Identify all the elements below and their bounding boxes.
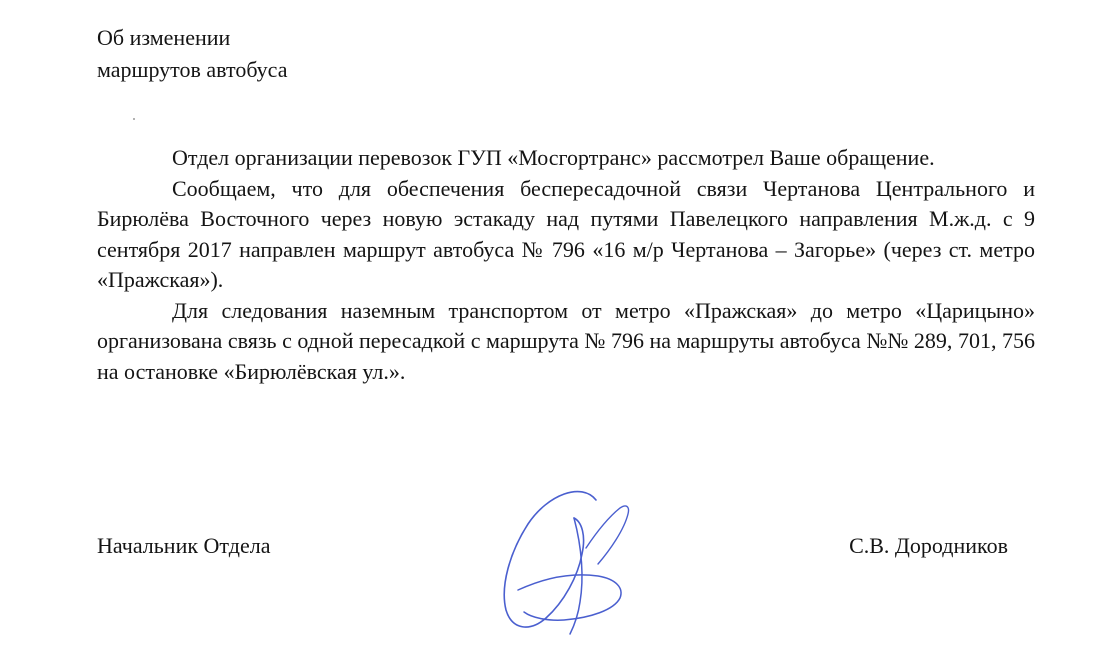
position-title: Начальник Отдела bbox=[97, 533, 271, 558]
paragraph-1: Отдел организации перевозок ГУП «Мосгортранс» рассмотрел Ваше обращение. bbox=[172, 145, 935, 170]
signature-stroke-tail bbox=[586, 506, 629, 564]
signature-stroke-loop bbox=[504, 492, 596, 627]
letter-body bbox=[97, 143, 1035, 387]
signatory-name: С.В. Дородников bbox=[849, 533, 1008, 558]
signature-stroke-sweep bbox=[518, 575, 621, 620]
paragraph-3: Для следования наземным транспортом от метро «Пражская» до метро «Царицыно» организована связь с одной пересадкой с маршрута № 796 на маршруты автобуса №№ 289, 701, 756 на остановке «Бирюлёвская ул.». bbox=[97, 297, 1035, 384]
subject-line-2: маршрутов автобуса bbox=[97, 57, 288, 82]
paragraph-2: Сообщаем, что для обеспечения беспересадочной связи Чертанова Центрального и Бирюлёва Восточного через новую эстакаду над путями Павелецкого направления М.ж.д. с 9 сентября 2017 направлен маршрут автобуса № 796 «16 м/р Чертанова – Загорье» (через ст. метро «Пражская»). bbox=[97, 175, 1035, 292]
signature-image bbox=[470, 478, 670, 646]
letter-subject bbox=[97, 22, 287, 86]
scan-speck bbox=[133, 118, 135, 120]
subject-line-1: Об изменении bbox=[97, 25, 231, 50]
